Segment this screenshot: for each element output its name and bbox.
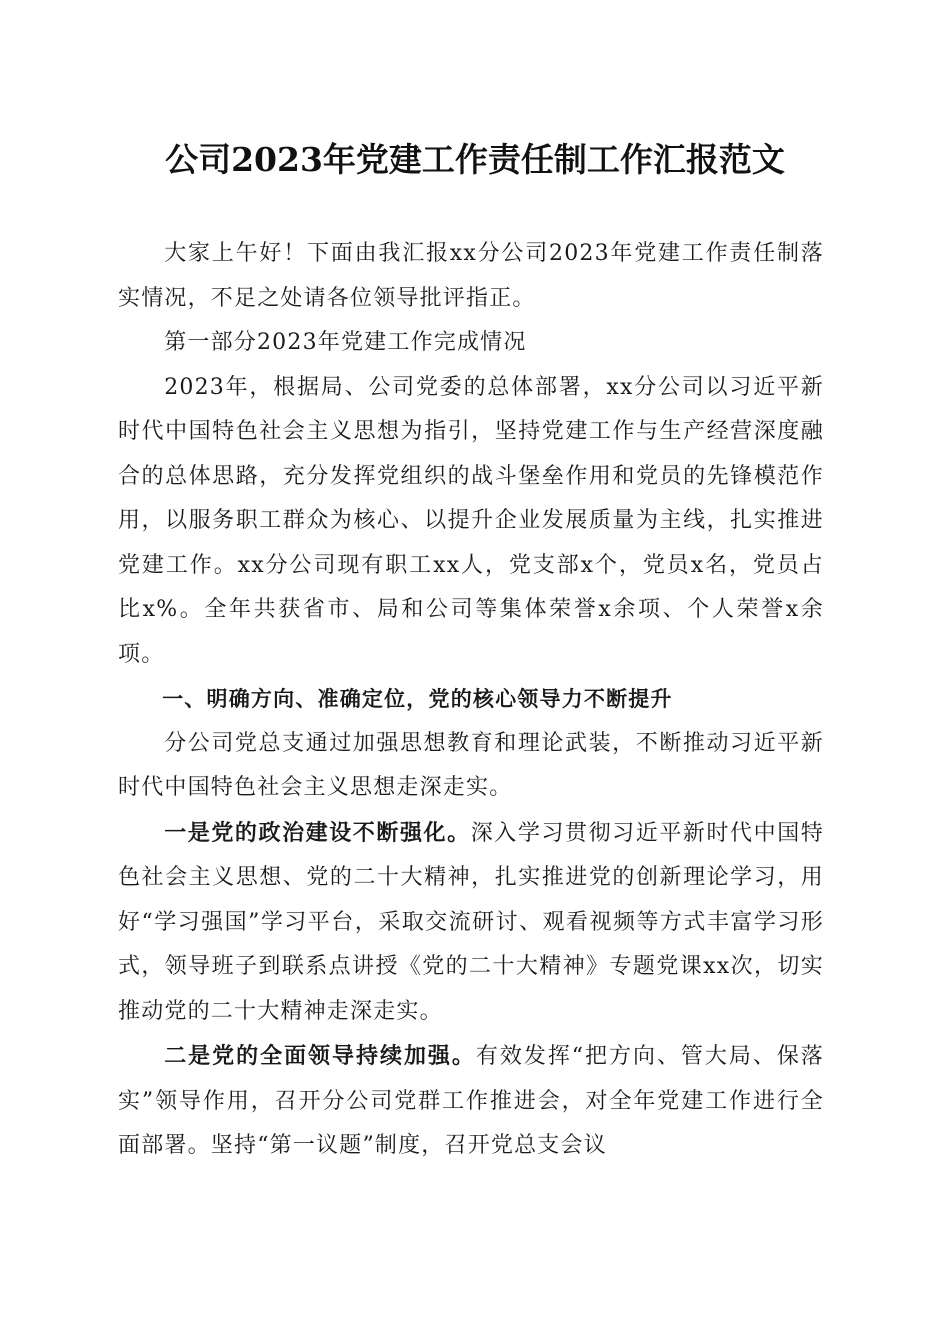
- paragraph-greeting: 大家上午好！下面由我汇报xx分公司2023年党建工作责任制落实情况，不足之处请各位领导批评指正。: [118, 241, 824, 311]
- paragraph-lead-leadership: 二是党的全面领导持续加强。: [164, 1043, 476, 1069]
- document-body: [118, 232, 824, 1169]
- document-title: 公司2023年党建工作责任制工作汇报范文: [165, 140, 785, 179]
- paragraph-part-one-heading: 第一部分2023年党建工作完成情况: [164, 330, 527, 355]
- paragraph-section-intro: 分公司党总支通过加强思想教育和理论武装，不断推动习近平新时代中国特色社会主义思想走深走实。: [118, 730, 824, 800]
- paragraph-comprehensive-leadership: [118, 1034, 824, 1169]
- paragraph-lead-political: 一是党的政治建设不断强化。: [164, 819, 471, 846]
- paragraph-text-political: 深入学习贯彻习近平新时代中国特色社会主义思想、党的二十大精神，扎实推进党的创新理论学习，用好“学习强国”学习平台，采取交流研讨、观看视频等方式丰富学习形式，领导班子到联系点讲授《党的二十大精神》专题党课xx次，切实推动党的二十大精神走深走实。: [118, 820, 824, 1024]
- paragraph-text-leadership: 有效发挥“把方向、管大局、保落实”领导作用，召开分公司党群工作推进会，对全年党建工作进行全面部署。坚持“第一议题”制度，召开党总支会议: [118, 1044, 825, 1158]
- paragraph-overview: 2023年，根据局、公司党委的总体部署，xx分公司以习近平新时代中国特色社会主义思想为指引，坚持党建工作与生产经营深度融合的总体思路，充分发挥党组织的战斗堡垒作用和党员的先锋模范作用，以服务职工群众为核心、以提升企业发展质量为主线，扎实推进党建工作。xx分公司现有职工xx人，党支部x个，党员x名，党员占比x%。全年共获省市、局和公司等集体荣誉x余项、个人荣誉x余项。: [118, 374, 824, 667]
- section-heading-one: 一、明确方向、准确定位，党的核心领导力不断提升: [162, 687, 673, 711]
- paragraph-political-building: [118, 811, 824, 1035]
